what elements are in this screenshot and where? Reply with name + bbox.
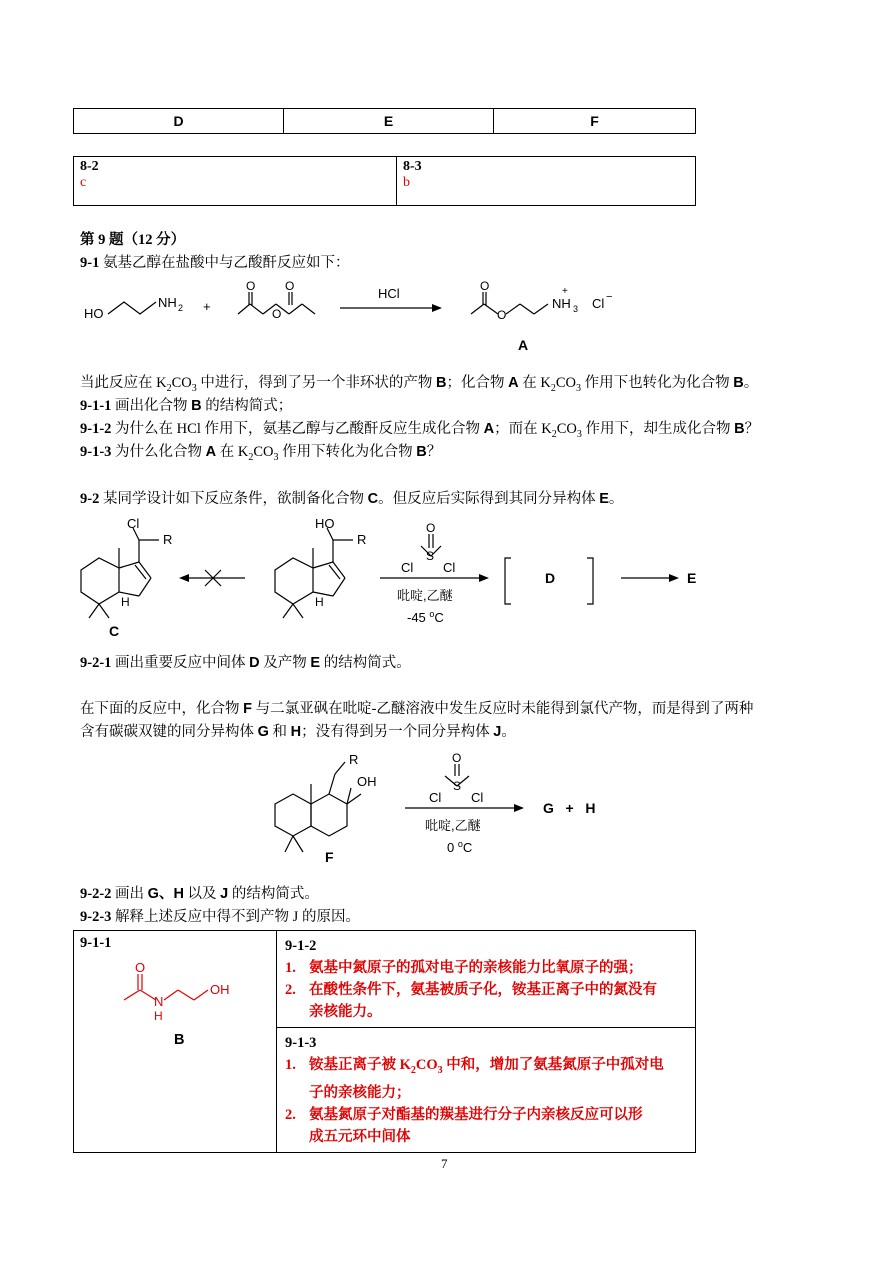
products-g-h: G + H: [543, 800, 596, 816]
start-h-label: H: [315, 595, 324, 609]
start-r-label: R: [357, 532, 367, 547]
answer-9-1-3-item-1-cont: 子的亲核能力；: [309, 1084, 411, 1101]
answer-label-8-3: 8-3: [403, 159, 422, 174]
answer-cell-9-1-2: 9-1-2 1. 氨基中氮原子的孤对电子的亲核能力比氧原子的强； 2. 在酸性条件下，氨基被质子化，铵基正离子中的氮没有 亲核能力。: [277, 931, 696, 1028]
c-chloro-label: Cl: [127, 516, 140, 531]
answer-label-8-2: 8-2: [80, 159, 99, 174]
q9-1-2: 9-1-2 为什么在 HCl 作用下，氨基乙醇与乙酸酐反应生成化合物 A；而在 $K_2CO_3$ 作用下，却生成化合物 B？: [80, 421, 760, 440]
ho-label: HO: [84, 306, 104, 321]
socl2-cl1-label: Cl: [401, 560, 414, 575]
scheme-1: [80, 278, 640, 358]
n-plus-charge: +: [562, 286, 568, 297]
top-table-cell-f: F: [494, 109, 696, 134]
answer-table-8: [73, 156, 696, 206]
socl2-o-label-2: O: [452, 752, 462, 765]
answer-cell-8-2: [74, 157, 397, 206]
chloride-label: Cl: [592, 296, 605, 311]
question-9-title: 第 9 题（12 分）: [80, 232, 186, 248]
answer-9-1-2-item-2-cont: 亲核能力。: [309, 1004, 382, 1020]
compound-b-label: B: [174, 1032, 185, 1048]
q9-1-intro: [80, 253, 349, 273]
answer-9-1-2-item-2: 2. 在酸性条件下，氨基被质子化，铵基正离子中的氮没有: [285, 982, 657, 998]
socl2-s-label: S: [426, 549, 435, 563]
answer-9-1-2-item-1: 1. 氨基中氮原子的孤对电子的亲核能力比氧原子的强；: [285, 960, 643, 976]
socl2-s-label-2: S: [453, 779, 462, 793]
scheme-3: [265, 752, 625, 872]
q9-2-1: 9-2-1 画出重要反应中间体 D 及产物 E 的结构简式。: [80, 655, 411, 671]
product-carbonyl-o: O: [480, 279, 490, 293]
condition-solvent-2: 吡啶,乙醚: [425, 818, 481, 833]
socl2-cl2-label-2: Cl: [471, 790, 484, 805]
nh3-label: NH: [552, 296, 571, 311]
bridge-o: O: [272, 307, 282, 321]
start-ho-label: HO: [315, 516, 335, 531]
compound-a-label: A: [518, 337, 529, 353]
q9-2-2: 9-2-2 画出 G、H 以及 J 的结构简式。: [80, 886, 319, 902]
condition-solvent: 吡啶,乙醚: [397, 588, 453, 603]
compound-f-label: F: [325, 849, 334, 865]
scheme-2: [75, 512, 725, 640]
nh2-label: NH: [158, 295, 177, 310]
para-f-line-1: 在下面的反应中，化合物 F 与二氯亚砜在吡啶-乙醚溶液中发生反应时未能得到氯代产物，而是得到了两种: [80, 701, 754, 717]
carbonyl-o-1: O: [246, 279, 256, 293]
c-h-label: H: [121, 595, 130, 609]
nh2-subscript: 2: [178, 303, 184, 313]
b-oh-label: OH: [210, 982, 230, 997]
answer-9-1-3-item-1: 1. 铵基正离子被 $K_2CO_3$ 中和，增加了氨基氮原子中孤对电: [285, 1057, 664, 1076]
socl2-o-label: O: [426, 521, 436, 535]
nh3-subscript: 3: [573, 304, 579, 314]
intermediate-d-label: D: [545, 570, 556, 586]
top-table-cell-d: D: [74, 109, 284, 134]
q9-2-3: 9-2-3 解释上述反应中得不到产物 J 的原因。: [80, 909, 360, 925]
top-table-cell-e: E: [284, 109, 494, 134]
answer-value-8-3: b: [403, 175, 410, 190]
q9-1-1: 9-1-1 画出化合物 B 的结构简式；: [80, 398, 293, 414]
f-r-label: R: [349, 752, 359, 767]
answer-value-8-2: c: [80, 175, 87, 190]
q9-1-condition-text: 当此反应在 $K_2CO_3$ 中进行，得到了另一个非环状的产物 B；化合物 A 在 $K_2CO_3$ 作用下也转化为化合物 B。: [80, 375, 759, 394]
product-ester-o: O: [497, 308, 507, 322]
answer-table-9: [73, 930, 696, 1153]
q9-2: 9-2 某同学设计如下反应条件，欲制备化合物 C。但反应后实际得到其同分异构体 E。: [80, 491, 624, 507]
condition-temp-2: 0 $^o$C: [447, 839, 473, 855]
top-table: [73, 108, 696, 134]
q9-1-3: 9-1-3 为什么化合物 A 在 $K_2CO_3$ 作用下转化为化合物 B？: [80, 444, 442, 463]
product-e-label: E: [687, 570, 697, 586]
plus-sign: +: [203, 299, 211, 314]
b-o-label: O: [135, 960, 146, 975]
compound-c-label: C: [109, 623, 120, 639]
b-h-label: H: [154, 1009, 163, 1023]
q9-1-label: 9-1: [80, 255, 100, 271]
para-f-line-2: 含有碳碳双键的同分异构体 G 和 H；没有得到另一个同分异构体 J。: [80, 724, 516, 740]
answer-cell-9-1-1: 9-1-1 O N H OH B: [74, 931, 277, 1153]
structure-b: [114, 956, 244, 1026]
q9-1-text: 氨基乙醇在盐酸中与乙酸酐反应如下：: [99, 255, 350, 271]
answer-cell-9-1-3: 9-1-3 1. 铵基正离子被 $K_2CO_3$ 中和，增加了氨基氮原子中孤对电 子的亲核能力； 2. 氨基氮原子对酯基的羰基进行分子内亲核反应可以形 成五元环中间体: [277, 1028, 696, 1153]
hcl-reagent: HCl: [378, 286, 400, 301]
b-n-label: N: [154, 994, 164, 1009]
f-oh-label: OH: [357, 774, 377, 789]
chloride-charge: −: [606, 291, 613, 303]
socl2-cl2-label: Cl: [443, 560, 456, 575]
answer-cell-8-3: [397, 157, 696, 206]
carbonyl-o-2: O: [285, 279, 295, 293]
answer-9-1-3-item-2-cont: 成五元环中间体: [309, 1128, 411, 1145]
socl2-cl1-label-2: Cl: [429, 790, 442, 805]
answer-9-1-3-item-2: 2. 氨基氮原子对酯基的羰基进行分子内亲核反应可以形: [285, 1106, 643, 1123]
page-number: 7: [441, 1156, 448, 1171]
c-r-label: R: [163, 532, 173, 547]
condition-temp-value: -45 $^o$C: [407, 609, 444, 625]
